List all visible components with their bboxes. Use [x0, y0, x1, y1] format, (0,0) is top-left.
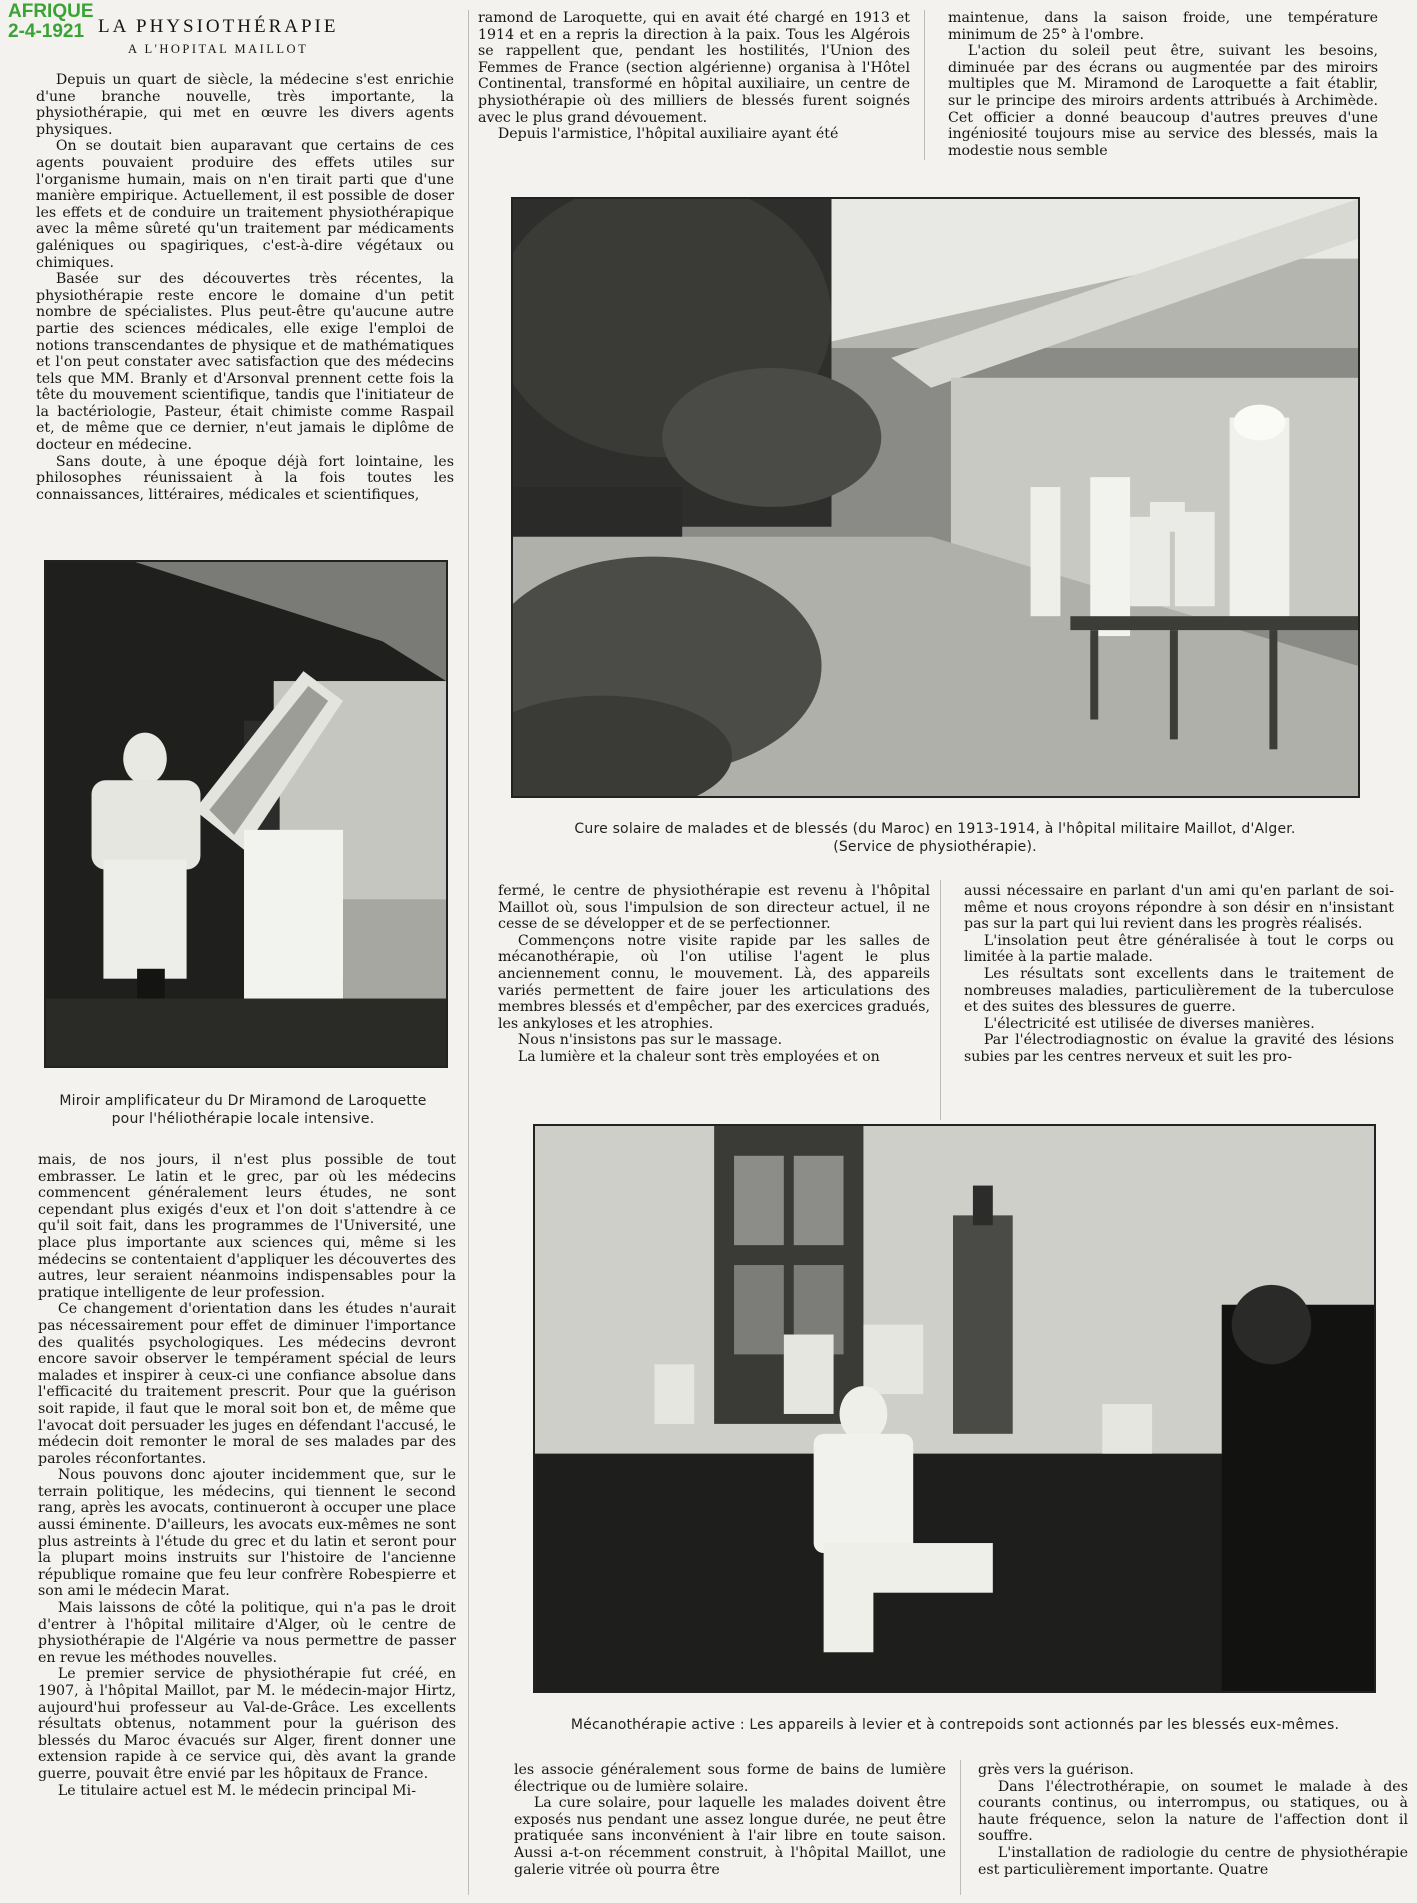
archive-stamp [8, 2, 94, 42]
mirror-image [46, 562, 446, 1066]
solar-cure-caption [510, 820, 1360, 856]
column-3-bottom [978, 1762, 1408, 1878]
column-2-bottom [514, 1762, 946, 1878]
column-1-top [36, 72, 454, 503]
caption-line: Mécanothérapie active : Les appareils à levier et à contrepoids sont actionnés par les blessés eux-mêmes. [570, 1717, 1340, 1733]
column-1-bottom [38, 1152, 456, 1799]
mirror-photo [44, 560, 448, 1068]
stamp-date: 2-4-1921 [8, 21, 85, 42]
paragraph: Nous pouvons donc ajouter incidemment que, sur le terrain politique, les médecins, qui tiennent le second rang, après les avocats, continueront à occuper une place aussi éminente. D'ailleurs, les avocats eux-mêmes ne sont plus astreints à l'étude du grec et du latin et seront pour la plupart moins instruits sur l'histoire de l'ancienne république romaine que feu leur confrère Robespierre et son ami le médecin Marat. [38, 1467, 456, 1600]
paragraph: La cure solaire, pour laquelle les malades doivent être exposés nus pendant une assez longue durée, ne peut être pratiquée sans inconvénient à l'air libre en toute saison. Aussi a-t-on récemment construit, à l'hôpital Maillot, une galerie vitrée où pourra être [514, 1795, 946, 1878]
mechanotherapy-image [535, 1126, 1374, 1691]
paragraph: La lumière et la chaleur sont très employées et on [517, 1048, 880, 1065]
paragraph: Le premier service de physiothérapie fut créé, en 1907, à l'hôpital Maillot, par M. le médecin-major Hirtz, aujourd'hui professeur au Val-de-Grâce. Les excellents résultats obtenus, notamment pour la guérison des blessés du Maroc évacués sur Alger, firent donner une extension rapide à ce service qui, dès avant la grande guerre, pouvait être envié par les hôpitaux de France. [38, 1666, 456, 1782]
paragraph: grès vers la guérison. [978, 1762, 1134, 1778]
column-rule [924, 10, 925, 160]
caption-line: Cure solaire de malades et de blessés (du Maroc) en 1913-1914, à l'hôpital militaire Maillot, d'Alger. [574, 821, 1296, 837]
caption-line: (Service de physiothérapie). [833, 839, 1037, 855]
mechanotherapy-photo [533, 1124, 1376, 1693]
paragraph: Ce changement d'orientation dans les études n'aurait pas nécessairement pour effet de diminuer l'importance des qualités psychologiques. Les médecins devront encore savoir observer le tempérament spécial de leurs malades et inspirer à ceux-ci une confiance absolue dans l'efficacité du traitement prescrit. Pour que la guérison soit rapide, il faut que le moral soit bon et, de même que l'avocat doit persuader les juges en défendant l'accusé, le médecin doit remonter le moral de ses malades par des paroles réconfortantes. [38, 1301, 456, 1467]
paragraph: L'installation de radiologie du centre de physiothérapie est particulièrement importante. Quatre [978, 1844, 1408, 1878]
paragraph: Basée sur des découvertes très récentes, la physiothérapie reste encore le domaine d'un petit nombre de spécialistes. Plus peut-être qu'aucune autre partie des sciences médicales, elle exige l'emploi de notions transcendantes de physique et de mathématiques et l'on peut constater avec satisfaction que des médecins tels que MM. Branly et d'Arsonval prennent cette fois la tête du mouvement scientifique, tandis que l'initiateur de la bactériologie, Pasteur, était chimiste comme Raspail et, de même que ce dernier, n'eut jamais le diplôme de docteur en médecine. [36, 271, 454, 454]
paragraph: L'action du soleil peut être, suivant les besoins, diminuée par des écrans ou augmentée par des miroirs multiples que M. Miramond de Laroquette a fait établir, sur le principe des miroirs ardents attribués à Archimède. Cet officier a donné beaucoup d'autres preuves d'une ingéniosité toujours mise au service des blessés, mais la modestie nous semble [948, 43, 1378, 159]
paragraph: On se doutait bien auparavant que certains de ces agents pouvaient produire des effets utiles sur l'organisme humain, mais on n'en tirait parti que d'une manière empirique. Actuellement, il est possible de doser les effets et de conduire un traitement physiothérapique avec la même sûreté qu'un traitement par médicaments galéniques ou spagiriques, c'est-à-dire végétaux ou chimiques. [36, 138, 454, 271]
paragraph: mais, de nos jours, il n'est plus possible de tout embrasser. Le latin et le grec, par où les médecins commencent généralement leurs études, ne sont cependant plus exigés d'eux et l'on doit s'attendre à ce qu'il soit fait, dans les programmes de l'Université, une place plus importante aux sciences qui, même si les médecins se contentaient d'appliquer les découvertes des autres, leur seraient néanmoins indispensables pour la pratique intelligente de leur profession. [38, 1152, 456, 1301]
paragraph: aussi nécessaire en parlant d'un ami qu'en parlant de soi-même et nous croyons répondre à son désir en n'insistant pas sur la part qui lui revient dans les progrès réalisés. [964, 883, 1394, 933]
stamp-source: AFRIQUE [8, 1, 94, 22]
mirror-caption [20, 1092, 466, 1128]
solar-cure-image [513, 199, 1358, 796]
paragraph: maintenue, dans la saison froide, une température minimum de 25° à l'ombre. [948, 10, 1378, 43]
article-subtitle: A L'HOPITAL MAILLOT [128, 42, 309, 56]
column-3-middle [964, 883, 1394, 1066]
paragraph: fermé, le centre de physiothérapie est revenu à l'hôpital Maillot où, sous l'impulsion de son directeur actuel, il ne cesse de se développer et de se perfectionner. [498, 883, 930, 933]
column-rule [468, 10, 469, 1895]
paragraph: Nous n'insistons pas sur le massage. [517, 1032, 783, 1049]
column-rule [940, 880, 941, 1120]
paragraph: Les résultats sont excellents dans le traitement de nombreuses maladies, particulièrement de la tuberculose et des suites des blessures de guerre. [964, 965, 1394, 1016]
paragraph: Commençons notre visite rapide par les salles de mécanothérapie, où l'on utilise l'agent le plus anciennement connu, le mouvement. Là, des appareils variés permettent de faire jouer les articulations des membres blessés et d'empêcher, par des exercices gradués, les ankyloses et les atrophies. [498, 932, 930, 1032]
column-rule [960, 1760, 961, 1895]
column-2-middle [498, 883, 930, 1066]
paragraph: Depuis l'armistice, l'hôpital auxiliaire ayant été [497, 126, 839, 143]
column-2-top [478, 10, 910, 143]
column-3-top [948, 10, 1378, 159]
caption-line: pour l'héliothérapie locale intensive. [111, 1111, 375, 1127]
solar-cure-photo [511, 197, 1360, 798]
paragraph: L'électricité est utilisée de diverses manières. [983, 1015, 1315, 1032]
paragraph: Le titulaire actuel est M. le médecin principal Mi- [57, 1782, 416, 1799]
paragraph: Dans l'électrothérapie, on soumet le malade à des courants continus, ou interrompus, ou statiques, ou à haute fréquence, selon la nature de l'affection dont il souffre. [978, 1778, 1408, 1845]
article-title: LA PHYSIOTHÉRAPIE [98, 16, 339, 37]
paragraph: Par l'électrodiagnostic on évalue la gravité des lésions subies par les centres nerveux et suit les pro- [964, 1032, 1394, 1065]
caption-line: Miroir amplificateur du Dr Miramond de Laroquette [59, 1093, 427, 1109]
paragraph: L'insolation peut être généralisée à tout le corps ou limitée à la partie malade. [964, 932, 1394, 966]
paragraph: Sans doute, à une époque déjà fort lointaine, les philosophes réunissaient à la fois toutes les connaissances, littéraires, médicales et scientifiques, [36, 453, 454, 503]
paragraph: Depuis un quart de siècle, la médecine s'est enrichie d'une branche nouvelle, très importante, la physiothérapie, qui met en œuvre les divers agents physiques. [36, 72, 454, 138]
paragraph: ramond de Laroquette, qui en avait été chargé en 1913 et 1914 et en a repris la direction à la paix. Tous les Algérois se rappellent que, pendant les hostilités, l'Union des Femmes de France (section algérienne) organisa à l'Hôtel Continental, transformé en hôpital auxiliaire, un centre de physiothérapie où des milliers de blessés furent soignés avec le plus grand dévouement. [478, 10, 910, 126]
mechanotherapy-caption [500, 1716, 1410, 1734]
paragraph: Mais laissons de côté la politique, qui n'a pas le droit d'entrer à l'hôpital militaire d'Alger, où le centre de physiothérapie de l'Algérie va nous permettre de passer en revue les méthodes nouvelles. [38, 1600, 456, 1666]
paragraph: les associe généralement sous forme de bains de lumière électrique ou de lumière solaire. [514, 1762, 946, 1795]
